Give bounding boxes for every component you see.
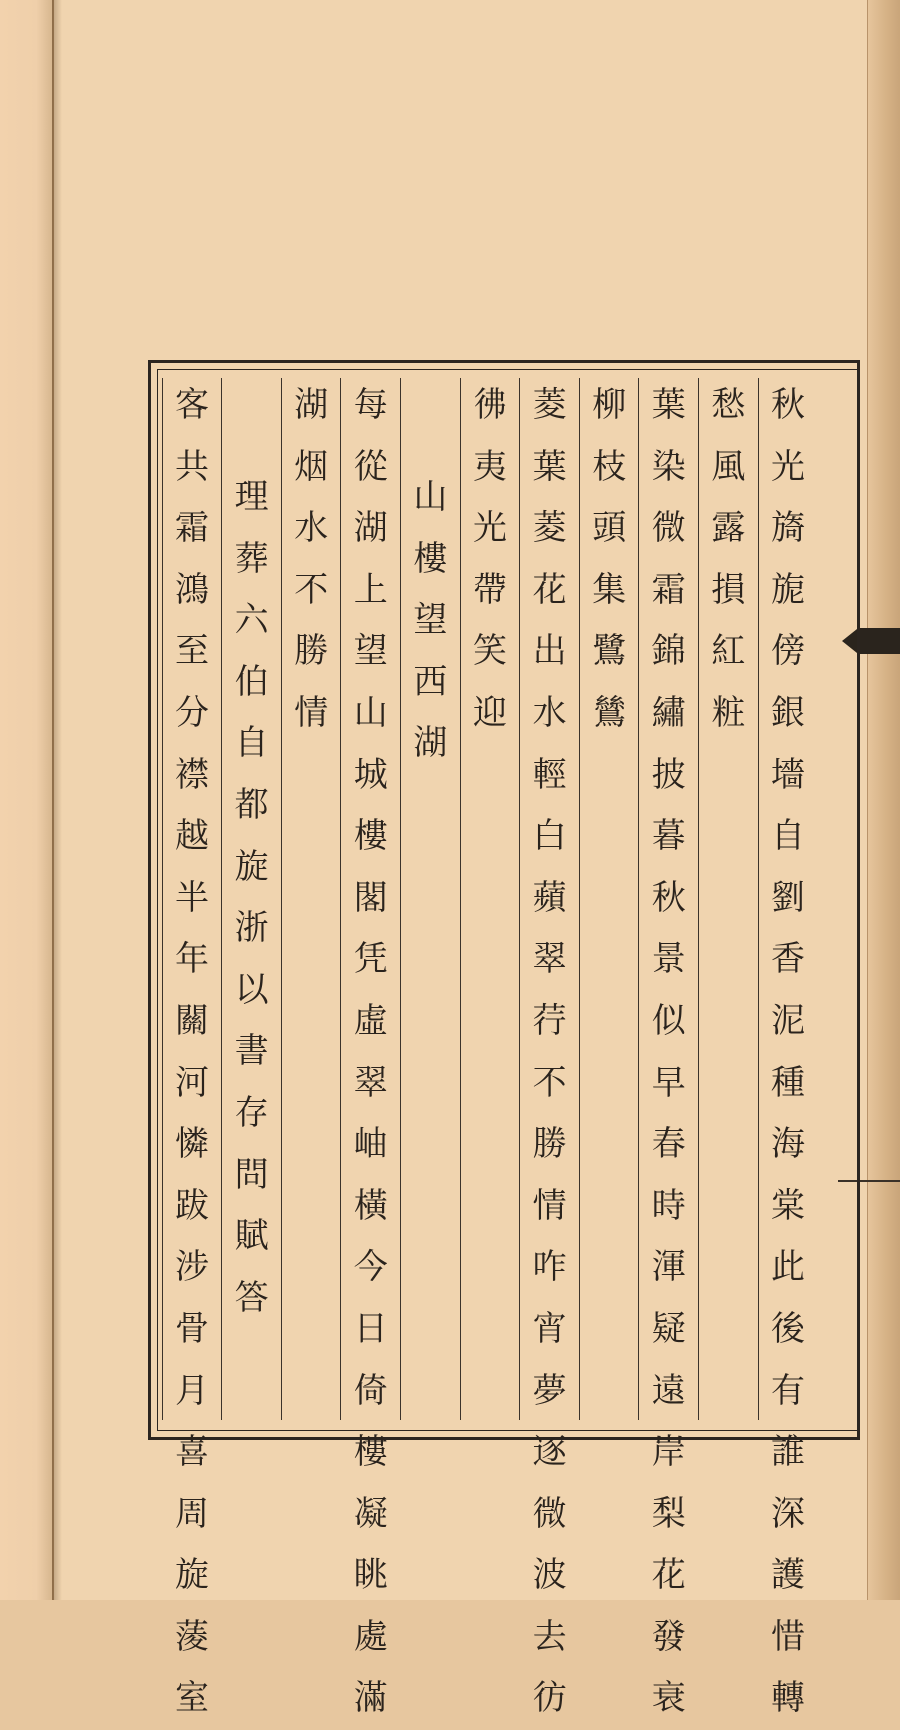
character: 衰 — [651, 1678, 686, 1719]
character: 共 — [175, 446, 209, 487]
character: 出 — [532, 631, 567, 672]
character: 秋 — [651, 877, 686, 918]
character: 染 — [651, 446, 686, 487]
character: 景 — [651, 939, 686, 980]
character: 惜 — [771, 1616, 805, 1657]
character: 處 — [353, 1616, 388, 1657]
character: 披 — [651, 754, 686, 795]
character: 上 — [353, 569, 388, 610]
character: 疑 — [651, 1308, 686, 1349]
character: 骨 — [175, 1308, 209, 1349]
character: 花 — [651, 1555, 686, 1596]
character: 時 — [651, 1185, 686, 1226]
character: 橫 — [353, 1185, 388, 1226]
character: 賦 — [234, 1216, 269, 1257]
character: 棠 — [771, 1185, 805, 1226]
character: 海 — [771, 1124, 805, 1165]
character: 每 — [353, 385, 388, 425]
text-column — [520, 375, 580, 1719]
character: 暮 — [651, 816, 686, 857]
character: 有 — [771, 1370, 805, 1411]
character: 似 — [651, 1000, 686, 1041]
character: 春 — [651, 1124, 686, 1165]
character: 虛 — [353, 1000, 388, 1041]
character: 至 — [175, 631, 209, 672]
character: 秋 — [771, 385, 805, 425]
character: 月 — [175, 1370, 209, 1411]
character: 樓 — [353, 816, 388, 857]
character: 鷺 — [592, 631, 627, 672]
character: 發 — [651, 1616, 686, 1657]
character: 彷 — [532, 1678, 567, 1719]
character: 烟 — [294, 446, 329, 487]
character: 旋 — [175, 1555, 209, 1596]
character: 分 — [175, 692, 209, 733]
character: 損 — [711, 569, 746, 610]
character: 自 — [771, 816, 805, 857]
character: 種 — [771, 1062, 805, 1103]
character: 襟 — [175, 754, 209, 795]
character: 山 — [353, 692, 388, 733]
character: 凝 — [353, 1493, 388, 1534]
character: 勝 — [294, 631, 329, 672]
left-page-leaf — [0, 0, 54, 1600]
text-column — [460, 375, 520, 1420]
character: 六 — [234, 600, 269, 641]
character: 翠 — [532, 939, 567, 980]
character: 自 — [234, 723, 269, 764]
character: 客 — [175, 385, 209, 425]
character: 集 — [592, 569, 627, 610]
character: 凭 — [353, 939, 388, 980]
character: 眺 — [353, 1555, 388, 1596]
character: 答 — [234, 1277, 269, 1318]
character: 西 — [413, 661, 448, 702]
character: 都 — [234, 784, 269, 825]
character: 葉 — [532, 446, 567, 487]
character: 關 — [175, 1000, 209, 1041]
character: 笑 — [473, 631, 507, 672]
character: 白 — [532, 816, 567, 857]
character: 滿 — [353, 1678, 388, 1719]
character: 伯 — [234, 661, 269, 702]
character: 迎 — [473, 692, 507, 733]
character: 湖 — [413, 723, 448, 764]
character: 傍 — [771, 631, 805, 672]
character: 花 — [532, 569, 567, 610]
character: 夷 — [473, 446, 507, 487]
character: 葉 — [651, 385, 686, 425]
character: 城 — [353, 754, 388, 795]
page-edge — [867, 0, 900, 1600]
character: 輕 — [532, 754, 567, 795]
character: 遠 — [651, 1370, 686, 1411]
character: 錦 — [651, 631, 686, 672]
character: 荇 — [532, 1000, 567, 1041]
character: 菱 — [532, 385, 567, 425]
character: 旋 — [234, 846, 269, 887]
character: 微 — [651, 508, 686, 549]
character: 樓 — [353, 1432, 388, 1473]
character: 枝 — [592, 446, 627, 487]
character: 情 — [294, 692, 329, 733]
character: 頭 — [592, 508, 627, 549]
character: 深 — [771, 1493, 805, 1534]
character: 翠 — [353, 1062, 388, 1103]
character: 山 — [413, 477, 448, 517]
character: 越 — [175, 816, 209, 857]
character: 逐 — [532, 1432, 567, 1473]
character: 理 — [234, 477, 269, 517]
character: 宵 — [532, 1308, 567, 1349]
character: 書 — [234, 1031, 269, 1072]
character: 今 — [353, 1247, 388, 1288]
character: 喜 — [175, 1432, 209, 1473]
character: 望 — [413, 600, 448, 641]
character: 光 — [771, 446, 805, 487]
character: 粧 — [711, 692, 746, 733]
character: 早 — [651, 1062, 686, 1103]
character: 劉 — [771, 877, 805, 918]
character: 勝 — [532, 1124, 567, 1165]
spine-shadow — [52, 0, 62, 1600]
character: 岫 — [353, 1124, 388, 1165]
text-column — [698, 375, 758, 1420]
text-column — [579, 375, 639, 1420]
character: 旎 — [771, 569, 805, 610]
character: 岸 — [651, 1432, 686, 1473]
character: 半 — [175, 877, 209, 918]
character: 後 — [771, 1308, 805, 1349]
character: 渾 — [651, 1247, 686, 1288]
character: 泥 — [771, 1000, 805, 1041]
character: 河 — [175, 1062, 209, 1103]
character: 露 — [711, 508, 746, 549]
text-column — [400, 375, 460, 1420]
character: 愁 — [711, 385, 746, 425]
character: 此 — [771, 1247, 805, 1288]
text-column — [639, 375, 699, 1719]
character: 葬 — [234, 538, 269, 579]
character: 轉 — [771, 1678, 805, 1719]
character: 咋 — [532, 1247, 567, 1288]
text-column — [341, 375, 401, 1719]
character: 涉 — [175, 1247, 209, 1288]
character: 湖 — [353, 508, 388, 549]
character: 水 — [532, 692, 567, 733]
character: 繡 — [651, 692, 686, 733]
character: 帶 — [473, 569, 507, 610]
character: 閣 — [353, 877, 388, 918]
character: 鴻 — [175, 569, 209, 610]
character: 柳 — [592, 385, 627, 425]
character: 霜 — [651, 569, 686, 610]
character: 光 — [473, 508, 507, 549]
text-column — [281, 375, 341, 1420]
character: 跋 — [175, 1185, 209, 1226]
character: 彿 — [473, 385, 507, 425]
text-column — [758, 375, 818, 1719]
character: 水 — [294, 508, 329, 549]
character: 誰 — [771, 1432, 805, 1473]
character: 微 — [532, 1493, 567, 1534]
character: 日 — [353, 1308, 388, 1349]
character: 紅 — [711, 631, 746, 672]
character: 問 — [234, 1154, 269, 1195]
character: 存 — [234, 1092, 269, 1133]
character: 夢 — [532, 1370, 567, 1411]
character: 蔆 — [175, 1616, 209, 1657]
character: 不 — [532, 1062, 567, 1103]
character: 周 — [175, 1493, 209, 1534]
text-column — [162, 375, 222, 1719]
character: 鷥 — [592, 692, 627, 733]
character: 憐 — [175, 1124, 209, 1165]
character: 湖 — [294, 385, 329, 425]
column-rule — [162, 378, 163, 1420]
character: 霜 — [175, 508, 209, 549]
character: 倚 — [353, 1370, 388, 1411]
character: 去 — [532, 1616, 567, 1657]
text-column — [222, 375, 282, 1420]
character: 波 — [532, 1555, 567, 1596]
character: 年 — [175, 939, 209, 980]
character: 室 — [175, 1678, 209, 1719]
character: 風 — [711, 446, 746, 487]
character: 望 — [353, 631, 388, 672]
character: 以 — [234, 969, 269, 1010]
character: 銀 — [771, 692, 805, 733]
character: 梨 — [651, 1493, 686, 1534]
character: 不 — [294, 569, 329, 610]
character: 香 — [771, 939, 805, 980]
character: 樓 — [413, 538, 448, 579]
character: 蘋 — [532, 877, 567, 918]
character: 浙 — [234, 908, 269, 949]
character: 從 — [353, 446, 388, 487]
character: 墻 — [771, 754, 805, 795]
character: 護 — [771, 1555, 805, 1596]
character: 情 — [532, 1185, 567, 1226]
character: 菱 — [532, 508, 567, 549]
character: 旖 — [771, 508, 805, 549]
